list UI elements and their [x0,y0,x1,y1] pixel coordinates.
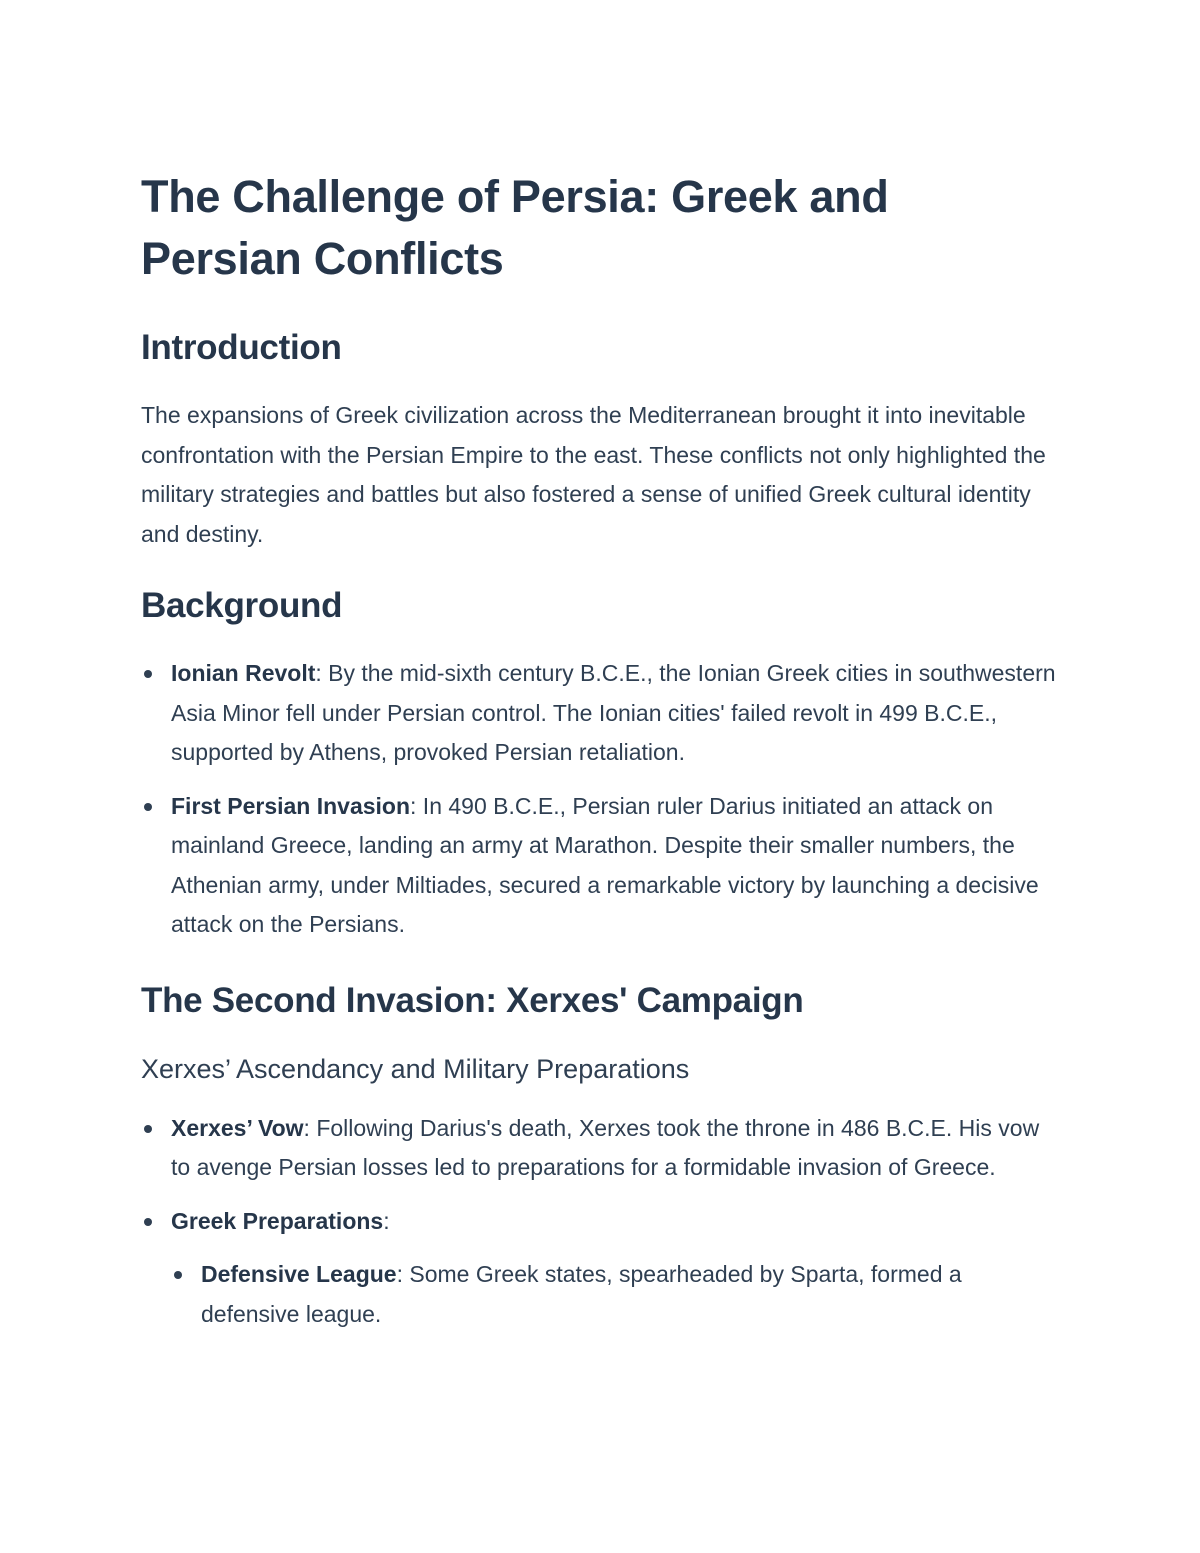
document-page [141,166,1061,1334]
list-item-term: Greek Preparations [171,1207,384,1234]
list-item-xerxes-vow [141,1109,1061,1188]
xerxes-list [141,1109,1061,1335]
list-item-text: : Following Darius's death, Xerxes took the throne in 486 B.C.E. His vow to avenge Persian losses led to preparations for a formidable invasion of Greece. [171,1114,1040,1180]
page-title: The Challenge of Persia: Greek and Persian Conflicts [141,171,889,284]
list-item-term: Defensive League [201,1261,397,1287]
background-heading: Background [141,586,343,625]
greek-preparations-sublist [171,1255,1061,1334]
background-list [141,654,1061,945]
list-item-term: Xerxes’ Vow [171,1114,304,1141]
list-item-text: : [383,1207,390,1234]
list-item-defensive-league [171,1255,1061,1334]
list-item-term: First Persian Invasion [171,792,411,819]
list-item-term: Ionian Revolt [171,660,316,686]
introduction-heading: Introduction [141,328,342,367]
second-invasion-heading: The Second Invasion: Xerxes' Campaign [141,980,804,1020]
introduction-paragraph: The expansions of Greek civilization across the Mediterranean brought it into inevitable confrontation with the Persian Empire to the east. These conflicts not only highlighted the military strategies and battles but also fostered a sense of unified Greek cultural identity and destiny. [141,402,1046,547]
list-item-greek-preparations [141,1202,1061,1335]
list-item-text: : In 490 B.C.E., Persian ruler Darius initiated an attack on mainland Greece, landing an army at Marathon. Despite their smaller numbers, the Athenian army, under Miltiades, secured a remarkable victory by launching a decisive attack on the Persians. [171,792,1039,937]
list-item-text: : By the mid-sixth century B.C.E., the Ionian Greek cities in southwestern Asia Minor fell under Persian control. The Ionian cities' failed revolt in 499 B.C.E., supported by Athens, provoked Persian retaliation. [171,660,1056,765]
list-item-ionian-revolt [141,654,1061,773]
list-item-text: : Some Greek states, spearheaded by Sparta, formed a defensive league. [201,1261,962,1327]
xerxes-subheading: Xerxes’ Ascendancy and Military Preparations [141,1053,690,1084]
list-item-first-persian-invasion [141,787,1061,945]
